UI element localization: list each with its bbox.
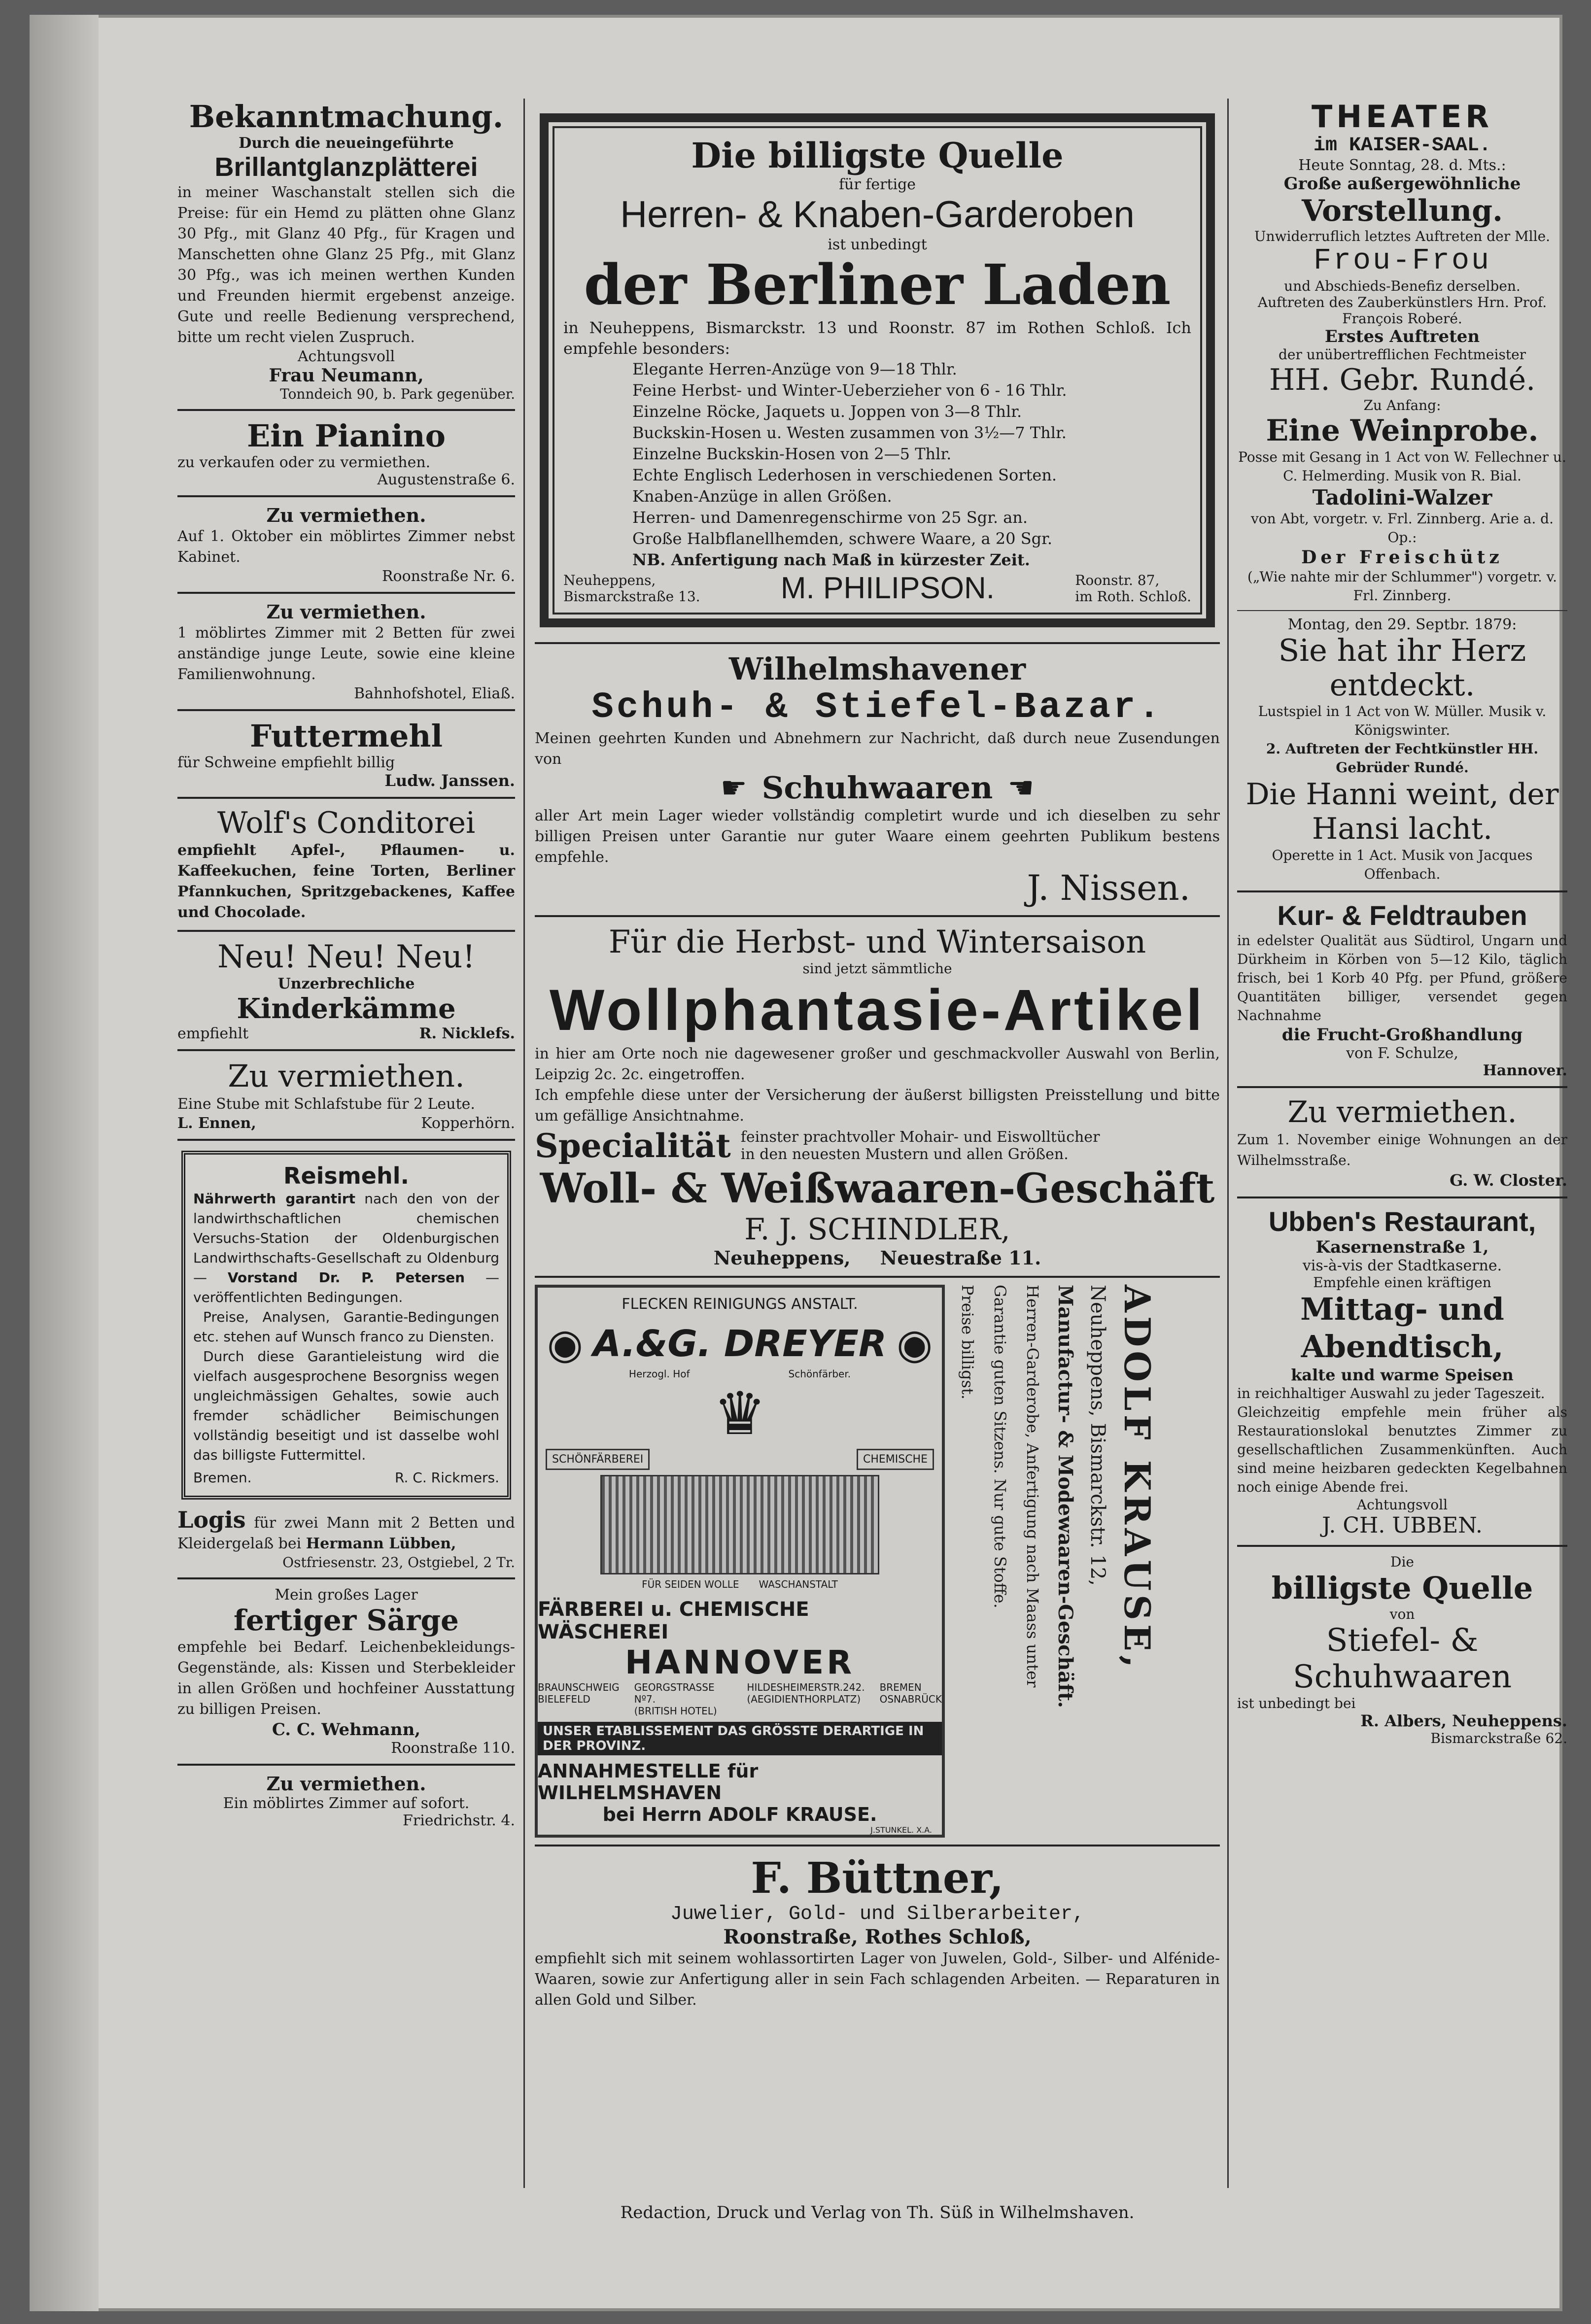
ad-body — [193, 1189, 499, 1488]
ad-line: Stiefel- & Schuhwaaren — [1292, 1622, 1512, 1695]
ad-spec-text — [741, 1128, 1100, 1163]
ad-business: Manufactur- & Modewaaren-Geschäft. — [1054, 1285, 1077, 1708]
ad-text: Preise billigst. — [958, 1285, 977, 1400]
divider — [177, 592, 515, 594]
ad-date: Heute Sonntag, 28. d. Mts.: — [1298, 157, 1506, 174]
ad-zu-vermiethen-1 — [177, 504, 515, 585]
ad-line: Zu Anfang: — [1363, 397, 1441, 413]
ad-branch-row — [538, 1681, 942, 1717]
ad-item: Einzelne Buckskin-Hosen von 2—5 Thlr. — [632, 444, 952, 463]
ad-line: ist unbedingt bei — [1237, 1695, 1356, 1711]
ad-row-dreyer-krause — [535, 1285, 1220, 1838]
ad-text: empfiehlt sich mit seinem wohlassortirten Lager von Juwelen, Gold-, Silber- und Alfénide-Waaren, sowie zur Anfertigung aller in sein Fach schlagenden Arbeiten. — Reparaturen in allen Gold und Silber. — [535, 1950, 1220, 2009]
ad-play: Tadolini-Walzer — [1312, 485, 1492, 510]
ad-address: Ostfriesenstr. 23, Ostgiebel, 2 Tr. — [282, 1554, 515, 1571]
ad-branch: OSNABRÜCK — [879, 1693, 942, 1705]
ad-play: Der Freischütz — [1301, 547, 1503, 568]
ad-speciality-row — [535, 1127, 1220, 1165]
ad-city: Bremen. — [193, 1470, 252, 1486]
ad-date: Montag, den 29. Septbr. 1879: — [1287, 616, 1517, 633]
ad-reismehl — [181, 1151, 511, 1500]
ad-albers — [1237, 1554, 1567, 1746]
ad-address: Bismarckstraße 62. — [1430, 1730, 1567, 1746]
ad-line: Herren- & Knaben-Garderoben — [620, 194, 1135, 236]
ad-bekanntmachung — [177, 99, 515, 402]
ad-name: von F. Schulze, — [1346, 1045, 1458, 1062]
ad-text: in reichhaltiger Auswahl zu jeder Tageszeit. — [1237, 1385, 1545, 1401]
ad-title: Kur- & Feldtrauben — [1277, 900, 1527, 931]
ad-play-text: Operette in 1 Act. Musik von Jacques Offenbach. — [1272, 847, 1533, 882]
ad-title: Zu vermiethen. — [266, 1773, 426, 1795]
ad-brand-row — [547, 1320, 933, 1368]
ad-schuh-bazar — [535, 651, 1220, 908]
ad-item: Elegante Herren-Anzüge von 9—18 Thlr. — [632, 360, 957, 378]
divider — [1237, 890, 1567, 892]
ad-address: Kopperhörn. — [421, 1115, 515, 1132]
ad-badge: CHEMISCHE — [857, 1449, 934, 1470]
ad-title: Zu vermiethen. — [228, 1058, 465, 1094]
ad-name: Ludw. Janssen. — [384, 771, 515, 790]
divider — [535, 1276, 1220, 1278]
ad-branch-col — [747, 1681, 865, 1717]
ad-berliner-laden — [540, 113, 1215, 627]
ad-sig-text: Roonstr. 87, — [1075, 572, 1160, 588]
ad-spec-label: Specialität — [535, 1127, 731, 1165]
ad-text: empfiehlt Apfel-, Pflaumen- u. Kaffeekuchen, feine Torten, Berliner Pfannkuchen, Spritzgebackenes, Kaffee und Chocolade. — [177, 842, 515, 921]
divider — [177, 1764, 515, 1766]
ad-title: Wolf's Conditorei — [217, 806, 476, 840]
divider — [535, 915, 1220, 917]
ad-sig-text: im Roth. Schloß. — [1075, 588, 1191, 605]
ad-name: ADOLF KRAUSE, — [1116, 1285, 1158, 1672]
ad-text: Preise, Analysen, Garantie-Bedingungen etc. stehen auf Wunsch franco zu Diensten. — [193, 1309, 499, 1345]
ad-star: Frou-Frou — [1313, 244, 1491, 278]
ad-text: nach den von der landwirthschaftlichen chemischen Versuchs-Station der Oldenburgischen Landwirthschafts-Gesellschaft zu Oldenburg — — [193, 1191, 499, 1286]
ad-line: Wollphantasie-Artikel — [549, 978, 1206, 1043]
divider — [1237, 1086, 1567, 1088]
ad-signature: J.STUNKEL. X.A. — [870, 1825, 932, 1835]
ad-theater — [1237, 99, 1567, 884]
divider — [177, 1139, 515, 1141]
ad-tag: WASCHANSTALT — [759, 1578, 838, 1590]
crest-icon: ♛ — [713, 1380, 766, 1448]
ad-title: Ein Pianino — [247, 418, 446, 454]
ad-item: Feine Herbst- und Winter-Ueberzieher von 6 - 16 Thlr. — [632, 381, 1067, 400]
ad-footer-row — [177, 1115, 515, 1132]
ad-sub: Schönfärber. — [788, 1368, 851, 1380]
ad-line: sind jetzt sämmtliche — [802, 960, 952, 977]
ad-text: in meiner Waschanstalt stellen sich die Preise: für ein Hemd zu plätten ohne Glanz 30 Pfg., mit Glanz 40 Pfg., für Kragen und Manschetten ohne Glanz 25 Pfg., mit Glanz 30 Pfg., was ich meinen werthen Kunden und Freunden hiermit ergebenst anzeige. Gute und reelle Bedienung versprechend, bitte um recht vielen Zuspruch. — [177, 184, 515, 346]
ad-claim: UNSER ETABLISSEMENT DAS GRÖSSTE DERARTIGE IN DER PROVINZ. — [538, 1722, 942, 1755]
ad-play: Eine Weinprobe. — [1266, 413, 1539, 448]
ad-address: Neuheppens, — [713, 1247, 851, 1269]
ad-sub: Juwelier, Gold- und Silberarbeiter, — [670, 1903, 1085, 1925]
ad-line: HH. Gebr. Rundé. — [1269, 363, 1536, 397]
ad-regards: Achtungsvoll — [1356, 1497, 1448, 1513]
ad-line: Woll- & Weißwaaren-Geschäft — [540, 1165, 1215, 1212]
ad-name: J. Nissen. — [1027, 868, 1190, 908]
right-column — [1237, 99, 1567, 1746]
ad-sig-left — [563, 572, 700, 605]
ad-line: Wilhelmshavener — [728, 651, 1026, 687]
ad-title: Zu vermiethen. — [1287, 1095, 1517, 1129]
ad-emph: Nährwerth garantirt — [193, 1191, 355, 1207]
ad-line: Auftreten des Zauberkünstlers Hrn. Prof. François Roberé. — [1257, 294, 1547, 327]
ad-item: Knaben-Anzüge in allen Größen. — [632, 487, 892, 506]
ad-name: R. Nicklefs. — [419, 1025, 515, 1042]
ad-address-row — [535, 1247, 1220, 1269]
ad-item: Echte Englisch Lederhosen in verschiedenen Sorten. — [632, 466, 1057, 484]
ad-text: empfehle bei Bedarf. Leichenbekleidungs-Gegenstände, als: Kissen und Sterbekleider in allen Größen und hochfeiner Ausstattung zu billigen Preisen. — [177, 1639, 515, 1718]
ad-line: für fertige — [838, 176, 916, 193]
ad-address: Roonstraße 110. — [391, 1740, 515, 1757]
ad-logis — [177, 1506, 515, 1571]
ad-name: C. C. Wehmann, — [272, 1720, 421, 1740]
ad-title: F. Büttner, — [751, 1853, 1004, 1903]
ad-text: Ein möblirtes Zimmer auf sofort. — [223, 1795, 470, 1812]
ad-address: HILDESHEIMERSTR.242. — [747, 1681, 865, 1693]
ad-regards: Achtungsvoll — [297, 348, 395, 365]
page-edge-shadow — [30, 15, 99, 2311]
ad-item: Große Halbflanellhemden, schwere Waare, a 20 Sgr. — [632, 529, 1053, 548]
ad-play: Die Hanni weint, der Hansi lacht. — [1245, 777, 1559, 846]
ad-branch-col — [880, 1681, 942, 1717]
ad-line: Für die Herbst- und Wintersaison — [608, 924, 1146, 960]
pointing-hand-right-icon: ☛ — [720, 770, 747, 805]
ad-city: Hannover. — [1483, 1062, 1567, 1079]
ad-brand: A.&G. DREYER — [593, 1323, 887, 1365]
ad-trauben — [1237, 899, 1567, 1079]
ad-sub-row — [629, 1368, 851, 1380]
ad-play-text: 2. Auftreten der Fechtkünstler HH. Gebrüder Rundé. — [1266, 741, 1539, 776]
ad-line: Die billigste Quelle — [691, 135, 1064, 176]
ad-city: HANNOVER — [624, 1643, 855, 1681]
ad-text: Garantie guten Sitzens. Nur gute Stoffe. — [991, 1285, 1009, 1608]
ad-name: die Frucht-Großhandlung — [1281, 1025, 1523, 1045]
ad-name: Hermann Lübben, — [306, 1535, 456, 1552]
ad-sig-right — [1075, 572, 1191, 605]
column-rule-left — [523, 99, 525, 2188]
ad-item-list — [563, 359, 1191, 571]
ad-line: billigste Quelle — [1271, 1570, 1533, 1606]
ad-play-text: Posse mit Gesang in 1 Act von W. Fellechner u. C. Helmerding. Musik von R. Bial. — [1238, 449, 1566, 484]
factory-illustration — [600, 1475, 879, 1574]
ad-line: Die — [1390, 1554, 1414, 1570]
ad-body — [177, 1506, 515, 1554]
ad-footer-row — [193, 1468, 499, 1488]
ad-address: Neuestraße 11. — [880, 1247, 1041, 1269]
ad-line: ist unbedingt — [828, 236, 927, 253]
ad-text: zu verkaufen oder zu vermiethen. — [177, 454, 431, 471]
ad-text: in hier am Orte noch nie dagewesener großer und geschmackvoller Auswahl von Berlin, Leipzig 2c. 2c. eingetroffen. — [535, 1045, 1220, 1083]
pointing-hand-left-icon: ☚ — [1007, 770, 1035, 805]
ad-name: Frau Neumann, — [269, 365, 424, 386]
ad-title: Neu! Neu! Neu! — [217, 939, 476, 975]
ad-agency: ANNAHMESTELLE für WILHELMSHAVEN — [538, 1760, 759, 1804]
ad-line: der unübertrefflichen Fechtmeister — [1278, 346, 1526, 363]
ad-inner — [563, 135, 1191, 606]
ad-conditorei — [177, 806, 515, 923]
ad-play: Sie hat ihr Herz entdeckt. — [1278, 632, 1526, 703]
ad-footer-row — [177, 1025, 515, 1042]
ad-title: Zu vermiethen. — [266, 601, 426, 623]
middle-column — [535, 99, 1220, 2011]
ad-name: F. J. SCHINDLER, — [744, 1212, 1010, 1247]
ad-address: Roonstraße, Rothes Schloß, — [723, 1925, 1032, 1948]
ad-line: Vorstellung. — [1301, 194, 1503, 228]
ad-sub: vis-à-vis der Stadtkaserne. — [1302, 1257, 1502, 1274]
ad-name: G. W. Closter. — [1450, 1171, 1567, 1190]
ad-name: R. Albers, Neuheppens. — [1360, 1711, 1567, 1730]
ad-place: im KAISER-SAAL. — [1313, 135, 1491, 157]
divider — [1237, 1196, 1567, 1198]
ad-item: Einzelne Röcke, Jaquets u. Joppen von 3—8 Thlr. — [632, 402, 1022, 421]
ad-item: NB. Anfertigung nach Maß in kürzester Zeit. — [632, 550, 1030, 569]
ad-line: Unwiderruflich letztes Auftreten der Mlle. — [1254, 228, 1551, 244]
ad-krause-vertical — [955, 1285, 1157, 1832]
ad-intro: Durch die neueingeführte — [239, 135, 454, 152]
ad-name: L. Ennen, — [177, 1115, 256, 1132]
ad-title: THEATER — [1311, 99, 1493, 135]
ad-address: Friedrichstr. 4. — [403, 1812, 515, 1829]
ad-wollphantasie — [535, 924, 1220, 1269]
ad-text: Eine Stube mit Schlafstube für 2 Leute. — [177, 1095, 475, 1113]
ad-sig-name: M. PHILIPSON. — [780, 571, 995, 605]
divider — [177, 709, 515, 711]
ad-footer-line: FÄRBEREI u. CHEMISCHE WÄSCHEREI — [538, 1598, 809, 1643]
ad-intro: Mein großes Lager — [275, 1586, 418, 1604]
ad-play-text: („Wie nahte mir der Schlummer") vorgetr. v. Frl. Zinnberg. — [1247, 569, 1557, 604]
ad-text: Zum 1. November einige Wohnungen an der Wilhelmsstraße. — [1237, 1131, 1567, 1168]
ad-branch: BREMEN — [879, 1681, 922, 1693]
ad-zu-vermiethen-5 — [1237, 1095, 1567, 1190]
ad-name: J. CH. UBBEN. — [1322, 1513, 1483, 1538]
ad-tag-row — [642, 1578, 838, 1590]
ad-ubben — [1237, 1205, 1567, 1538]
ad-text: kalte und warme Speisen — [1291, 1366, 1514, 1384]
ad-line: der Berliner Laden — [584, 253, 1171, 317]
ad-headline: Mittag- und Abendtisch, — [1300, 1291, 1504, 1365]
ad-item: Herren- und Damenregenschirme von 25 Sgr. an. — [632, 508, 1028, 527]
ad-text: Durch diese Garantieleistung wird die vielfach ausgesprochene Besorgniss wegen ungleichmässigen Gehaltes, sowie auch fremder schädlicher Beimischungen vollständig beseitigt und ist dasselbe wohl das billigste Futtermittel. — [193, 1348, 499, 1463]
ad-text: Ich empfehle diese unter der Versicherung der äußerst billigsten Preisstellung und bitte um gefällige Ansichtnahme. — [535, 1087, 1220, 1125]
divider — [1237, 1545, 1567, 1547]
ad-tag: FÜR SEIDEN WOLLE — [642, 1578, 739, 1590]
ad-address: Augustenstraße 6. — [377, 471, 515, 488]
medal-icon: ◉ — [547, 1320, 583, 1368]
ad-badge-row — [538, 1449, 942, 1470]
ad-text: Auf 1. Oktober ein möblirtes Zimmer nebst Kabinet. — [177, 528, 515, 566]
ad-signature-row — [563, 571, 1191, 606]
ad-address: (BRITISH HOTEL) — [634, 1705, 717, 1717]
ad-title: Bekanntmachung. — [189, 99, 504, 135]
ad-badge: SCHÖNFÄRBEREI — [546, 1449, 650, 1470]
ad-text: für Schweine empfiehlt billig — [177, 754, 395, 771]
ad-line: in Neuheppens, Bismarckstr. 13 und Roonstr. 87 im Rothen Schloß. Ich empfehle besonders: — [563, 318, 1191, 358]
ad-top: FLECKEN REINIGUNGS ANSTALT. — [622, 1296, 858, 1313]
ad-product: Kinderkämme — [237, 992, 456, 1025]
ad-title: Logis — [177, 1506, 246, 1533]
left-column — [177, 99, 515, 1829]
ad-address: (AEGIDIENTHORPLATZ) — [747, 1693, 861, 1705]
ad-line: von — [1389, 1606, 1415, 1622]
ad-line: Erstes Auftreten — [1324, 327, 1480, 346]
medal-icon: ◉ — [896, 1320, 933, 1368]
ad-emph: Vorstand Dr. P. Petersen — [227, 1269, 465, 1286]
ad-sig-text: Bismarckstraße 13. — [563, 588, 700, 605]
ad-sub: Unzerbrechliche — [277, 975, 415, 992]
ad-play-text: von Abt, vorgetr. v. Frl. Zinnberg. Arie a. d. Op.: — [1250, 511, 1554, 546]
ad-product-row — [535, 770, 1220, 806]
ad-text: in edelster Qualität aus Südtirol, Ungarn und Dürkheim in Körben von 5—12 Kilo, täglich frisch, bei 1 Korb 40 Pfg. per Pfund, größere Quantitäten billiger, versendet gegen Nachnahme — [1237, 932, 1567, 1024]
ad-zu-vermiethen-4 — [177, 1773, 515, 1829]
ad-address: Kasernenstraße 1, — [1315, 1237, 1489, 1257]
ad-zu-vermiethen-2 — [177, 601, 515, 702]
ad-kinderkaemme — [177, 939, 515, 1042]
ad-saerge — [177, 1586, 515, 1757]
ad-agency: bei Herrn ADOLF KRAUSE. — [602, 1804, 877, 1825]
ad-title: fertiger Särge — [234, 1604, 459, 1637]
ad-title: Zu vermiethen. — [266, 504, 426, 526]
ad-address: Neuheppens, Bismarckstr. 12, — [1086, 1285, 1109, 1586]
ad-branch-col — [634, 1681, 732, 1717]
divider — [535, 642, 1220, 644]
ad-futtermehl — [177, 718, 515, 790]
ad-sub: Herzogl. Hof — [628, 1368, 690, 1380]
ad-sig-text: Neuheppens, — [563, 572, 656, 588]
divider — [177, 409, 515, 411]
ad-address: Tonndeich 90, b. Park gegenüber. — [280, 386, 515, 402]
ad-zu-vermiethen-3 — [177, 1058, 515, 1132]
divider — [535, 1845, 1220, 1846]
ad-play-text: Lustspiel in 1 Act von W. Müller. Musik v. Königswinter. — [1258, 703, 1547, 738]
ad-text: Meinen geehrten Kunden und Abnehmern zur Nachricht, daß durch neue Zusendungen von — [535, 730, 1220, 768]
divider — [177, 930, 515, 932]
ad-text: aller Art mein Lager wieder vollständig completirt wurde und ich dieselben zu sehr billigen Preisen unter Garantie nur guter Waare einem geehrten Publikum bestens empfehle. — [535, 807, 1220, 866]
divider — [1237, 610, 1567, 611]
ad-left: empfiehlt — [177, 1025, 249, 1042]
ad-spec-line: in den neuesten Mustern und allen Größen. — [740, 1146, 1069, 1163]
ad-line: und Abschieds-Benefiz derselben. — [1284, 278, 1521, 294]
divider — [177, 1049, 515, 1051]
ad-title: Futtermehl — [249, 718, 443, 754]
ad-text: — veröffentlichten Bedingungen. — [193, 1269, 499, 1305]
ad-item: Buckskin-Hosen u. Westen zusammen von 3½—7 Thlr. — [632, 423, 1067, 442]
divider — [177, 1577, 515, 1579]
ad-buettner — [535, 1853, 1220, 2011]
ad-address: GEORGSTRASSE Nº7. — [634, 1681, 715, 1705]
ad-title: Reismehl. — [283, 1162, 409, 1189]
ad-branch-col — [538, 1681, 620, 1717]
ad-text: für zwei Mann mit 2 Betten und Kleidergelaß bei — [177, 1514, 515, 1552]
ad-title: Ubben's Restaurant, — [1268, 1206, 1536, 1237]
ad-text: Empfehle einen kräftigen — [1313, 1274, 1491, 1291]
ad-spec-line: feinster prachtvoller Mohair- und Eiswolltücher — [740, 1128, 1100, 1146]
ad-headline: Brillantglanzplätterei — [214, 152, 478, 182]
ad-line: Schuh- & Stiefel-Bazar. — [591, 687, 1163, 728]
divider — [177, 797, 515, 799]
ad-dreyer-engraving — [535, 1285, 945, 1838]
ad-pianino — [177, 418, 515, 488]
column-rule-right — [1227, 99, 1229, 2188]
divider — [177, 495, 515, 497]
ad-address: Roonstraße Nr. 6. — [381, 568, 515, 585]
ad-line: Große außergewöhnliche — [1283, 174, 1521, 194]
ad-text: 1 möblirtes Zimmer mit 2 Betten für zwei anständige junge Leute, sowie eine kleine Familienwohnung. — [177, 624, 515, 683]
ad-branch: BIELEFELD — [538, 1693, 590, 1705]
ad-product: Schuhwaaren — [761, 770, 993, 806]
ad-address: Bahnhofshotel, Eliaß. — [354, 685, 515, 702]
ad-text: Herren-Garderobe, Anfertigung nach Maass unter — [1023, 1285, 1042, 1688]
page-footer: Redaction, Druck und Verlag von Th. Süß in Wilhelmshaven. — [620, 2203, 1135, 2222]
ad-text: Gleichzeitig empfehle mein früher als Restaurationslokal benutztes Zimmer zu gesellschaftlichen Zusammenkünften. Auch sind meine heizbaren gedeckten Kegelbahnen noch einige Abende frei. — [1237, 1404, 1567, 1495]
ad-branch: BRAUNSCHWEIG — [538, 1681, 620, 1693]
ad-name: R. C. Rickmers. — [395, 1470, 499, 1486]
